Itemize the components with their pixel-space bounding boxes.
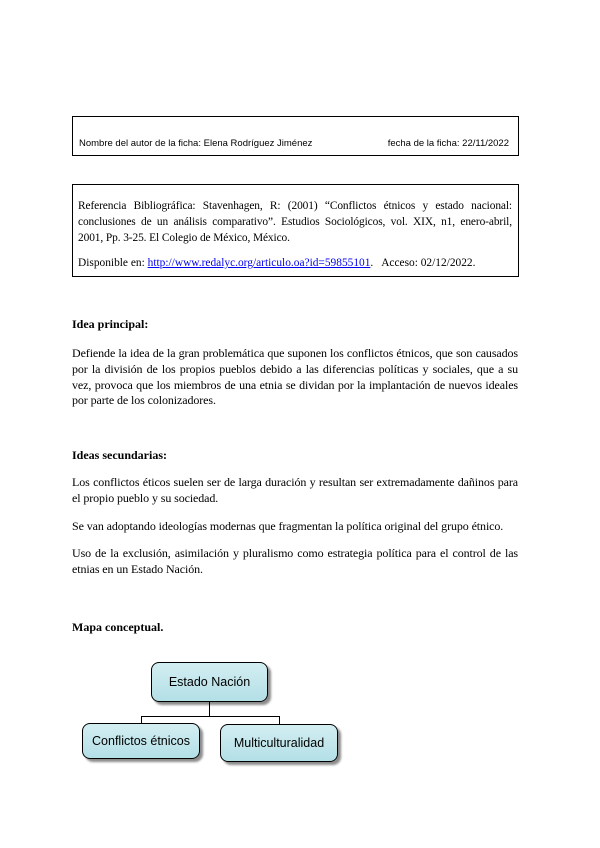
main-idea-text: Defiende la idea de la gran problemática que suponen los conflictos étnicos, que son causados por la división de los propios pueblos debido a las diferencias políticas y sociales, que a su vez, provoca que los miembros de una etnia se dividan por la implantación de nuevos ideales por parte de los colonizadores. (72, 346, 518, 408)
date-value: 22/11/2022 (462, 138, 509, 149)
access-label: Acceso: (381, 257, 418, 269)
connector-horizontal (141, 716, 280, 717)
connector-root (209, 702, 210, 716)
concept-map-heading: Mapa conceptual. (72, 620, 164, 634)
date-field (388, 138, 509, 149)
date-label: fecha de la ficha: (387, 138, 460, 149)
secondary-idea-1: Los conflictos éticos suelen ser de larga duración y resultan ser extremadamente dañinos para el propio pueblo y su sociedad. (72, 475, 518, 505)
secondary-idea-2: Se van adoptando ideologías modernas que fragmentan la política original del grupo étnico. (72, 519, 504, 533)
secondary-ideas-heading: Ideas secundarias: (72, 448, 168, 462)
main-idea-heading: Idea principal: (72, 317, 149, 331)
node-estado-nacion: Estado Nación (151, 662, 268, 702)
reference-link[interactable]: http://www.redalyc.org/articulo.oa?id=59855101 (147, 257, 371, 269)
access-date: 02/12/2022. (420, 257, 476, 269)
node-multiculturalidad: Multiculturalidad (220, 724, 338, 762)
author-label: Nombre del autor de la ficha: (79, 138, 201, 149)
author-name: Elena Rodríguez Jiménez (203, 138, 313, 149)
node-conflictos-etnicos: Conflictos étnicos (82, 723, 200, 759)
available-label: Disponible en: (78, 257, 145, 269)
author-info-box (72, 116, 519, 156)
reference-box (72, 184, 519, 277)
author-field (79, 138, 312, 149)
bibliographic-reference: Referencia Bibliográfica: Stavenhagen, R: (2001) “Conflictos étnicos y estado nacional: conclusiones de un análisis comparativo”. Estudios Sociológicos, vol. XIX, n1, enero-abril, 2001, Pp. 3-25. El Colegio de México, México. (78, 200, 512, 244)
availability-line: Disponible en: http://www.redalyc.org/articulo.oa?id=59855101. Acceso: 02/12/2022. (78, 257, 476, 269)
secondary-idea-3: Uso de la exclusión, asimilación y pluralismo como estrategia política para el control de las etnias en un Estado Nación. (72, 546, 518, 576)
